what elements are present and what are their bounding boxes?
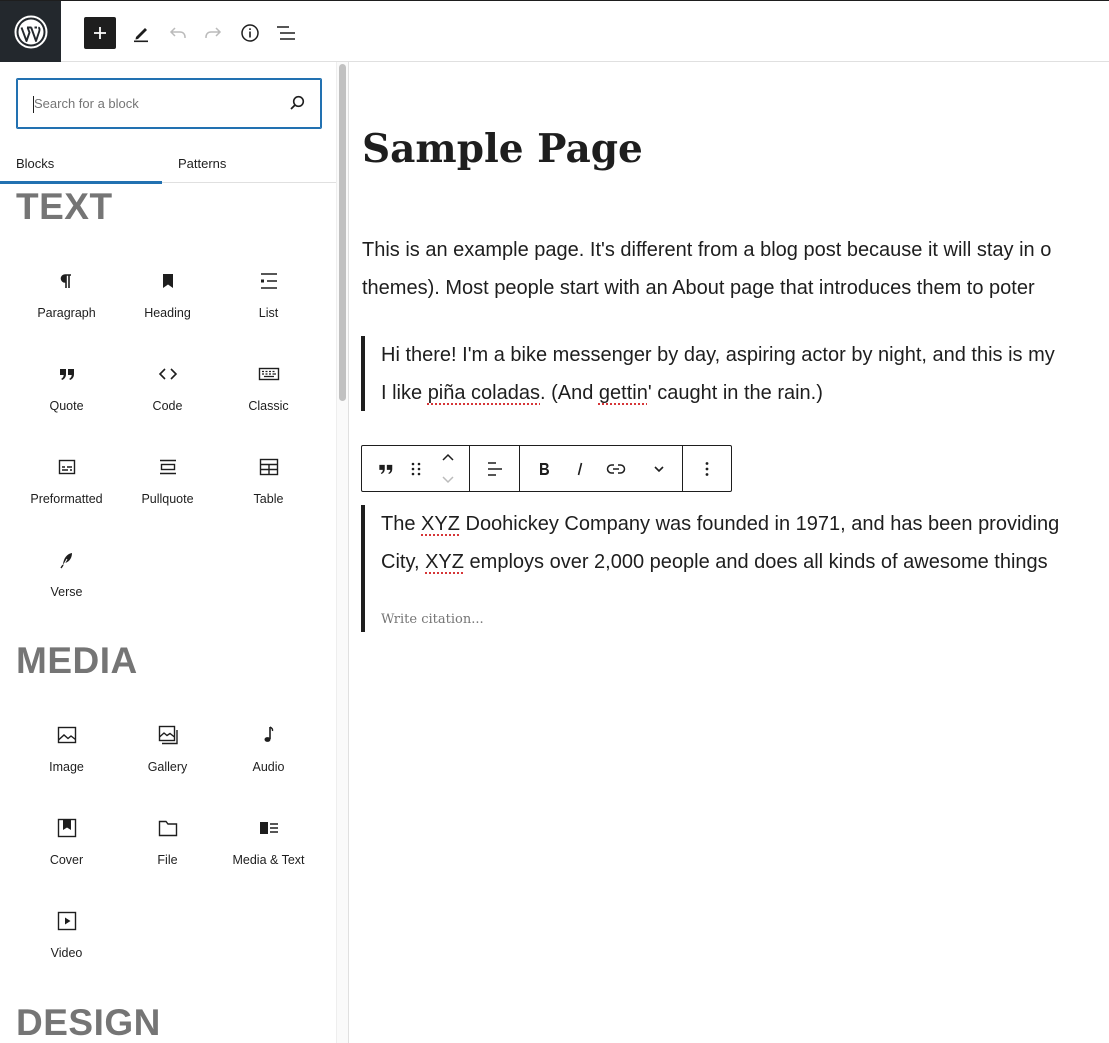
block-quote[interactable]: [16, 358, 117, 448]
image-icon: [55, 723, 79, 747]
block-inserter-panel: [0, 62, 349, 1043]
block-label: File: [157, 853, 178, 867]
heading-icon: [156, 269, 180, 293]
align-button[interactable]: [479, 446, 511, 491]
block-label: Audio: [252, 760, 285, 774]
paragraph-line[interactable]: themes). Most people start with an About page that introduces them to poter: [362, 277, 1035, 299]
gallery-icon: [156, 723, 180, 747]
page-title[interactable]: Sample Page: [362, 126, 643, 172]
italic-icon: [574, 461, 586, 477]
block-label: Cover: [49, 853, 84, 867]
block-cover[interactable]: [16, 812, 117, 902]
block-label: List: [258, 306, 279, 320]
block-label: Image: [49, 760, 84, 774]
editor-header: [0, 0, 1109, 62]
link-button[interactable]: [600, 446, 632, 491]
quote-block-selected[interactable]: [361, 505, 1060, 632]
move-up-icon: [441, 452, 455, 462]
cover-icon: [55, 816, 79, 840]
block-label: Verse: [50, 585, 83, 599]
block-code[interactable]: [117, 358, 218, 448]
video-icon: [55, 909, 79, 933]
plus-icon: [93, 26, 107, 40]
block-table[interactable]: [218, 451, 319, 541]
drag-handle[interactable]: [404, 446, 428, 491]
tab-blocks[interactable]: Blocks: [0, 143, 162, 183]
block-gallery[interactable]: [117, 719, 218, 809]
more-rich-text-button[interactable]: [643, 446, 675, 491]
paragraph-icon: [55, 269, 79, 293]
block-file[interactable]: [117, 812, 218, 902]
category-title-design: DESIGN: [16, 1002, 161, 1043]
preformatted-icon: [55, 455, 79, 479]
block-paragraph[interactable]: [16, 265, 117, 355]
quote-line: The XYZ Doohickey Company was founded in 1971, and has been providing: [381, 513, 1060, 535]
block-classic[interactable]: [218, 358, 319, 448]
block-label: Heading: [144, 306, 191, 320]
more-options-icon: [704, 460, 710, 478]
block-label: Media & Text: [232, 853, 305, 867]
pencil-icon: [131, 23, 151, 43]
block-label: Code: [152, 399, 183, 413]
block-label: Preformatted: [30, 492, 103, 506]
bold-icon: [537, 461, 551, 477]
quote-line: Hi there! I'm a bike messenger by day, aspiring actor by night, and this is my: [381, 344, 1055, 366]
category-title-text: TEXT: [16, 186, 113, 227]
link-icon: [606, 462, 626, 476]
block-verse[interactable]: [16, 544, 117, 634]
redo-icon: [203, 23, 223, 43]
block-toolbar-group: [520, 446, 683, 491]
block-toolbar-group: [362, 446, 470, 491]
block-toolbar-group: [470, 446, 520, 491]
keyboard-icon: [257, 362, 281, 386]
undo-button[interactable]: [162, 17, 194, 49]
block-toolbar: [361, 445, 732, 492]
move-up-button[interactable]: [436, 446, 460, 468]
block-preformatted[interactable]: [16, 451, 117, 541]
tools-button[interactable]: [125, 17, 157, 49]
block-list[interactable]: [218, 265, 319, 355]
block-label: Paragraph: [37, 306, 96, 320]
inserter-tabs: [0, 143, 336, 183]
block-image[interactable]: [16, 719, 117, 809]
block-label: Pullquote: [141, 492, 194, 506]
folder-icon: [156, 816, 180, 840]
text-caret: [33, 96, 34, 113]
music-note-icon: [257, 723, 281, 747]
block-heading[interactable]: [117, 265, 218, 355]
media-text-icon: [257, 816, 281, 840]
block-label: Classic: [248, 399, 289, 413]
quote-icon: [376, 459, 396, 479]
details-button[interactable]: [234, 17, 266, 49]
chevron-down-icon: [652, 464, 666, 474]
quote-line: I like piña coladas. (And gettin' caught in the rain.): [381, 382, 823, 404]
block-label: Video: [50, 946, 83, 960]
wordpress-logo-icon[interactable]: [0, 1, 61, 62]
block-pullquote[interactable]: [117, 451, 218, 541]
list-view-icon: [275, 23, 297, 43]
quote-icon: [55, 362, 79, 386]
block-label: Quote: [49, 399, 84, 413]
block-label: Gallery: [147, 760, 188, 774]
search-input[interactable]: [17, 79, 277, 127]
block-label: Table: [253, 492, 284, 506]
align-icon: [485, 459, 505, 479]
transform-block-button[interactable]: [370, 446, 402, 491]
list-icon: [257, 269, 281, 293]
block-video[interactable]: [16, 905, 117, 995]
bold-button[interactable]: [528, 446, 560, 491]
undo-icon: [168, 23, 188, 43]
editor-canvas[interactable]: [350, 62, 1109, 1043]
category-title-media: MEDIA: [16, 640, 138, 681]
scrollbar-thumb[interactable]: [339, 64, 346, 401]
block-media-text[interactable]: [218, 812, 319, 902]
drag-handle-icon: [410, 460, 422, 478]
block-options-button[interactable]: [691, 446, 723, 491]
quote-block[interactable]: [361, 336, 1055, 411]
move-down-icon: [441, 475, 455, 485]
paragraph-line[interactable]: This is an example page. It's different from a blog post because it will stay in o: [362, 239, 1052, 261]
code-icon: [156, 362, 180, 386]
tab-patterns[interactable]: Patterns: [178, 155, 227, 171]
citation-field[interactable]: Write citation...: [381, 612, 484, 627]
pullquote-icon: [156, 455, 180, 479]
block-search[interactable]: [16, 78, 322, 129]
info-icon: [240, 23, 260, 43]
move-down-button[interactable]: [436, 469, 460, 491]
search-icon: [289, 95, 305, 111]
redo-button[interactable]: [197, 17, 229, 49]
list-view-button[interactable]: [270, 17, 302, 49]
italic-button[interactable]: [564, 446, 596, 491]
block-audio[interactable]: [218, 719, 319, 809]
table-icon: [257, 455, 281, 479]
feather-icon: [55, 548, 79, 572]
add-block-button[interactable]: [84, 17, 116, 49]
quote-line: City, XYZ employs over 2,000 people and does all kinds of awesome things: [381, 551, 1048, 573]
